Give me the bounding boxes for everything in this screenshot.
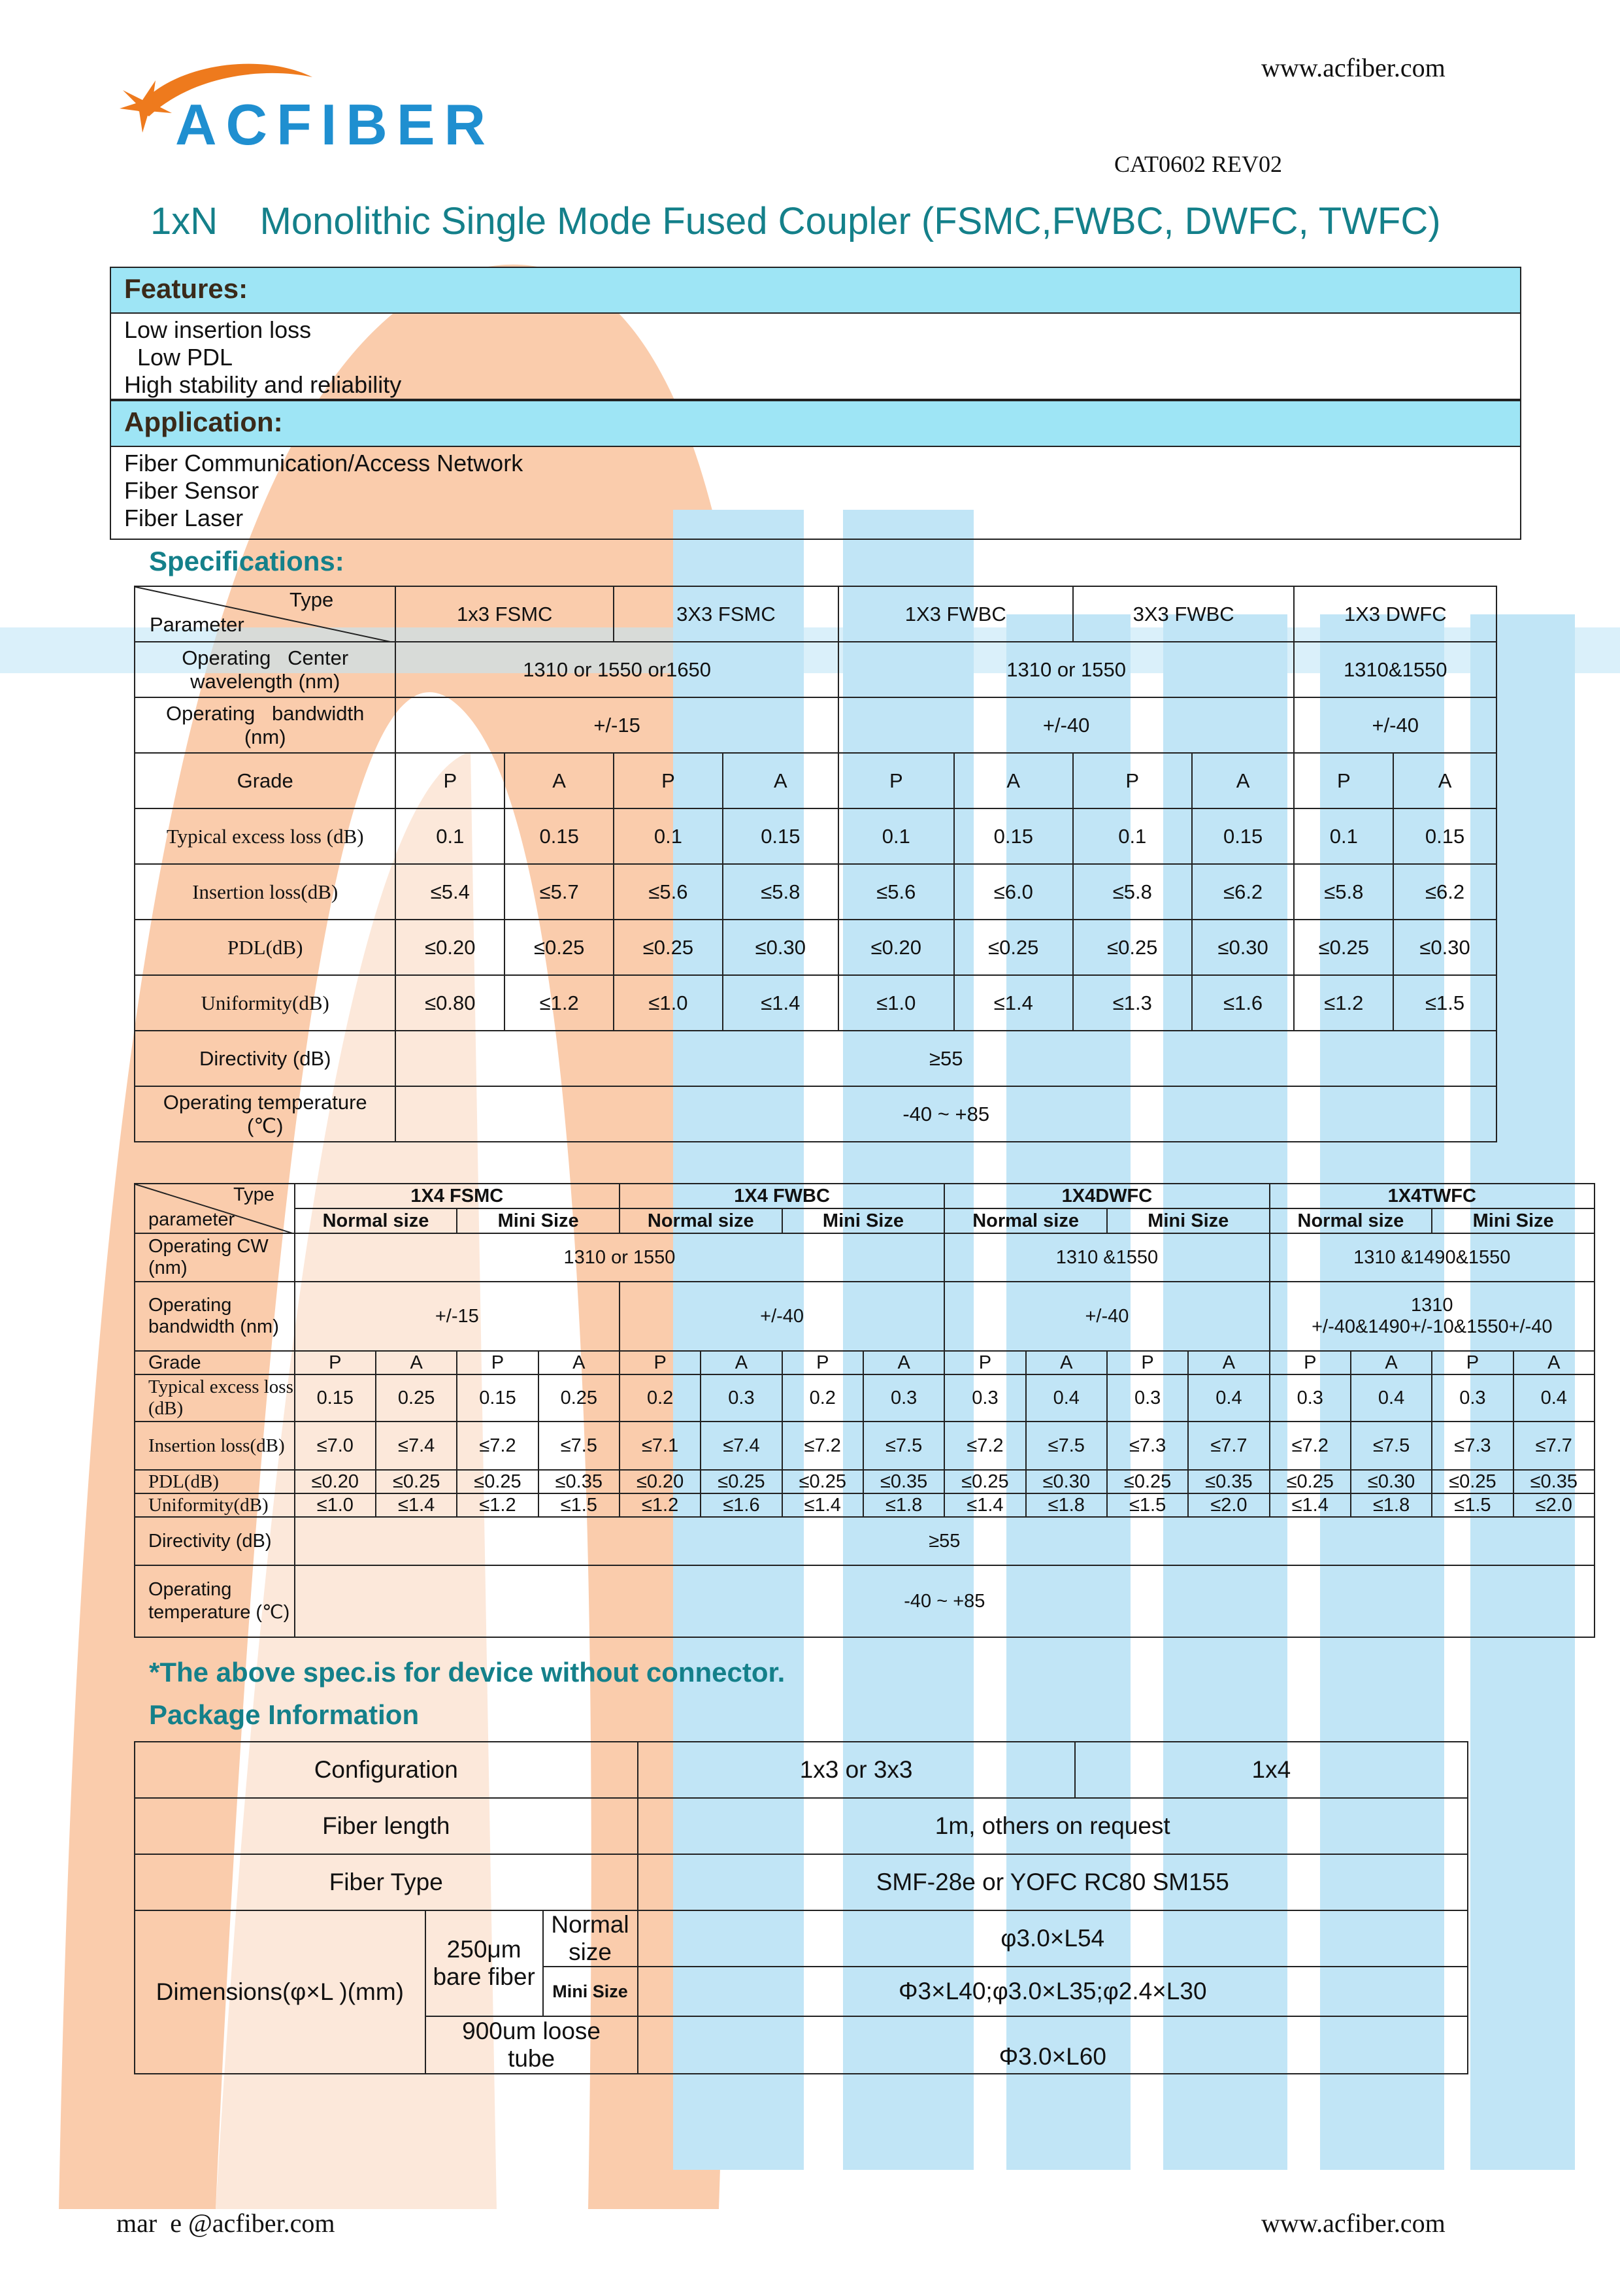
parameter-label: Parameter: [150, 613, 244, 636]
insertion-loss-row: [135, 864, 1496, 920]
size-header: Normal size: [620, 1208, 782, 1233]
bandwidth-value: +/-40: [838, 697, 1295, 753]
value-cell: ≤7.5: [863, 1422, 944, 1470]
value-cell: ≤0.25: [944, 1470, 1025, 1493]
value-cell: ≤0.20: [838, 920, 954, 975]
value-cell: P: [395, 753, 504, 808]
value-cell: ≤1.4: [1270, 1493, 1351, 1517]
features-list: [110, 314, 1521, 400]
value-cell: ≤0.35: [538, 1470, 620, 1493]
normal-size-value: φ3.0×L54: [638, 1910, 1468, 1967]
type-header: 1X4TWFC: [1270, 1184, 1595, 1208]
value-cell: ≤7.5: [1351, 1422, 1432, 1470]
insertion-loss-label: Insertion loss(dB): [135, 864, 395, 920]
application-list: [110, 447, 1521, 540]
logo: [116, 51, 495, 157]
value-cell: 0.25: [376, 1374, 457, 1422]
value-cell: ≤1.8: [863, 1493, 944, 1517]
value-cell: P: [457, 1351, 538, 1374]
value-cell: ≤7.7: [1513, 1422, 1595, 1470]
bandwidth-value: +/-40: [944, 1282, 1269, 1351]
value-cell: A: [504, 753, 614, 808]
value-cell: ≤1.2: [1294, 975, 1393, 1031]
loose-tube-label: 900um loose tube: [425, 2016, 638, 2074]
value-cell: P: [1073, 753, 1192, 808]
value-cell: ≤7.5: [538, 1422, 620, 1470]
grade-label: Grade: [135, 753, 395, 808]
bandwidth-value: 1310 +/-40&1490+/-10&1550+/-40: [1270, 1282, 1595, 1351]
value-cell: P: [782, 1351, 863, 1374]
value-cell: ≤0.25: [1294, 920, 1393, 975]
application-heading: Application:: [124, 407, 283, 437]
value-cell: ≤1.4: [782, 1493, 863, 1517]
value-cell: ≤0.30: [1351, 1470, 1432, 1493]
value-cell: P: [620, 1351, 701, 1374]
features-heading: Features:: [124, 273, 248, 304]
spec-table-1x3: [134, 586, 1497, 1142]
value-cell: 0.4: [1188, 1374, 1269, 1422]
value-cell: 0.2: [620, 1374, 701, 1422]
value-cell: ≤7.2: [1270, 1422, 1351, 1470]
value-cell: 0.1: [614, 808, 723, 864]
grade-row: [135, 753, 1496, 808]
value-cell: ≤7.3: [1107, 1422, 1188, 1470]
wavelength-value: 1310&1550: [1294, 642, 1496, 697]
excess-loss-label: Typical excess loss (dB): [135, 808, 395, 864]
value-cell: ≤1.5: [1393, 975, 1496, 1031]
value-cell: ≤0.35: [1513, 1470, 1595, 1493]
value-cell: P: [614, 753, 723, 808]
size-header: Normal size: [944, 1208, 1107, 1233]
value-cell: ≤0.25: [954, 920, 1073, 975]
fiber-length-value: 1m, others on request: [638, 1798, 1468, 1854]
value-cell: ≤7.4: [701, 1422, 782, 1470]
value-cell: 0.1: [1294, 808, 1393, 864]
value-cell: ≤7.0: [295, 1422, 376, 1470]
type-header: 1X4DWFC: [944, 1184, 1269, 1208]
value-cell: A: [1513, 1351, 1595, 1374]
value-cell: ≤2.0: [1513, 1493, 1595, 1517]
value-cell: ≤5.6: [838, 864, 954, 920]
catalog-number: CAT0602 REV02: [1114, 151, 1283, 177]
value-cell: ≤0.30: [723, 920, 838, 975]
loose-tube-value: Φ3.0×L60: [638, 2016, 1468, 2074]
config-value-1x4: 1x4: [1075, 1742, 1468, 1798]
connector-note: *The above spec.is for device without connector.: [149, 1657, 785, 1688]
value-cell: ≤0.80: [395, 975, 504, 1031]
value-cell: ≤7.1: [620, 1422, 701, 1470]
mini-size-value: Φ3×L40;φ3.0×L35;φ2.4×L30: [638, 1967, 1468, 2016]
value-cell: ≤0.30: [1393, 920, 1496, 975]
type-header: 3X3 FSMC: [614, 586, 838, 642]
bandwidth-value: +/-15: [295, 1282, 620, 1351]
bandwidth-value: +/-40: [1294, 697, 1496, 753]
value-cell: ≤5.8: [1073, 864, 1192, 920]
size-header: Mini Size: [457, 1208, 620, 1233]
temperature-value: -40 ~ +85: [395, 1086, 1496, 1142]
bandwidth-value: +/-15: [395, 697, 838, 753]
header-website[interactable]: www.acfiber.com: [1261, 53, 1446, 82]
wavelength-value: 1310 or 1550 or1650: [395, 642, 838, 697]
value-cell: 0.4: [1351, 1374, 1432, 1422]
value-cell: 0.3: [701, 1374, 782, 1422]
mini-size-label: Mini Size: [543, 1967, 638, 2016]
type-label: Type: [233, 1184, 274, 1205]
value-cell: 0.15: [457, 1374, 538, 1422]
pdl-label: PDL(dB): [135, 1470, 295, 1493]
config-value-1x3: 1x3 or 3x3: [638, 1742, 1075, 1798]
temperature-label: Operating temperature (℃): [135, 1086, 395, 1142]
value-cell: P: [838, 753, 954, 808]
value-cell: 0.1: [395, 808, 504, 864]
corner-cell: [135, 586, 395, 642]
value-cell: 0.15: [504, 808, 614, 864]
type-label: Type: [289, 588, 334, 611]
value-cell: 0.15: [723, 808, 838, 864]
value-cell: 0.3: [863, 1374, 944, 1422]
value-cell: ≤1.6: [1192, 975, 1295, 1031]
value-cell: P: [1432, 1351, 1513, 1374]
value-cell: 0.15: [1393, 808, 1496, 864]
value-cell: A: [1351, 1351, 1432, 1374]
package-heading: Package Information: [149, 1699, 420, 1730]
value-cell: ≤0.20: [395, 920, 504, 975]
bandwidth-value: +/-40: [620, 1282, 944, 1351]
value-cell: ≤0.20: [295, 1470, 376, 1493]
value-cell: ≤0.30: [1192, 920, 1295, 975]
value-cell: A: [723, 753, 838, 808]
value-cell: ≤1.4: [954, 975, 1073, 1031]
value-cell: P: [1107, 1351, 1188, 1374]
value-cell: 0.1: [1073, 808, 1192, 864]
dimensions-label: Dimensions(φ×L )(mm): [135, 1910, 425, 2074]
insertion-loss-row: [135, 1422, 1595, 1470]
pdl-label: PDL(dB): [135, 920, 395, 975]
directivity-label: Directivity (dB): [135, 1517, 295, 1565]
value-cell: ≤0.25: [1270, 1470, 1351, 1493]
value-cell: A: [376, 1351, 457, 1374]
temperature-label: Operating temperature (℃): [135, 1565, 295, 1637]
fiber-length-label: Fiber length: [135, 1798, 638, 1854]
feature-item: Low insertion loss: [124, 316, 312, 343]
value-cell: 0.3: [1432, 1374, 1513, 1422]
type-header: 1X4 FWBC: [620, 1184, 944, 1208]
wavelength-label: Operating CW (nm): [135, 1233, 295, 1282]
application-item: Fiber Laser: [124, 505, 244, 531]
footer-email[interactable]: mar e @acfiber.com: [116, 2208, 335, 2238]
value-cell: 0.3: [1107, 1374, 1188, 1422]
size-header: Mini Size: [782, 1208, 945, 1233]
value-cell: ≤0.30: [1026, 1470, 1107, 1493]
pdl-row: [135, 920, 1496, 975]
type-header: 3X3 FWBC: [1073, 586, 1295, 642]
type-header: 1X3 FWBC: [838, 586, 1073, 642]
parameter-label: parameter: [148, 1209, 235, 1230]
value-cell: ≤1.3: [1073, 975, 1192, 1031]
value-cell: ≤0.25: [504, 920, 614, 975]
value-cell: ≤5.4: [395, 864, 504, 920]
value-cell: ≤0.25: [1073, 920, 1192, 975]
value-cell: ≤1.5: [1432, 1493, 1513, 1517]
uniformity-row: [135, 1493, 1595, 1517]
excess-loss-row: [135, 1374, 1595, 1422]
value-cell: ≤1.0: [614, 975, 723, 1031]
directivity-value: ≥55: [295, 1517, 1595, 1565]
value-cell: ≤7.2: [457, 1422, 538, 1470]
directivity-value: ≥55: [395, 1031, 1496, 1086]
footer-website[interactable]: www.acfiber.com: [1261, 2208, 1446, 2238]
value-cell: ≤0.35: [1188, 1470, 1269, 1493]
bandwidth-label: Operating bandwidth (nm): [135, 697, 395, 753]
bare-fiber-label: 250μm bare fiber: [425, 1910, 543, 2016]
value-cell: ≤1.0: [838, 975, 954, 1031]
normal-size-label: Normal size: [543, 1910, 638, 1967]
application-heading-bar: [110, 400, 1521, 447]
size-header: Normal size: [1270, 1208, 1432, 1233]
value-cell: ≤7.2: [782, 1422, 863, 1470]
wavelength-label: Operating Center wavelength (nm): [135, 642, 395, 697]
value-cell: 0.1: [838, 808, 954, 864]
value-cell: 0.25: [538, 1374, 620, 1422]
value-cell: ≤5.6: [614, 864, 723, 920]
wavelength-value: 1310 or 1550: [838, 642, 1295, 697]
value-cell: ≤0.25: [614, 920, 723, 975]
value-cell: ≤0.25: [1432, 1470, 1513, 1493]
value-cell: ≤2.0: [1188, 1493, 1269, 1517]
type-header: 1X4 FSMC: [295, 1184, 620, 1208]
value-cell: 0.4: [1513, 1374, 1595, 1422]
excess-loss-row: [135, 808, 1496, 864]
brand-name: ACFIBER: [175, 92, 495, 157]
config-label: Configuration: [135, 1742, 638, 1798]
value-cell: P: [1294, 753, 1393, 808]
value-cell: ≤0.25: [457, 1470, 538, 1493]
value-cell: A: [1192, 753, 1295, 808]
value-cell: 0.3: [1270, 1374, 1351, 1422]
value-cell: 0.15: [954, 808, 1073, 864]
type-header: 1X3 DWFC: [1294, 586, 1496, 642]
wavelength-value: 1310 &1550: [944, 1233, 1269, 1282]
value-cell: P: [1270, 1351, 1351, 1374]
insertion-loss-label: Insertion loss(dB): [135, 1422, 295, 1470]
corner-cell: [135, 1184, 295, 1233]
value-cell: ≤7.4: [376, 1422, 457, 1470]
value-cell: ≤5.8: [723, 864, 838, 920]
value-cell: ≤6.2: [1393, 864, 1496, 920]
size-header: Normal size: [295, 1208, 457, 1233]
value-cell: 0.2: [782, 1374, 863, 1422]
value-cell: ≤0.35: [863, 1470, 944, 1493]
value-cell: ≤0.25: [701, 1470, 782, 1493]
value-cell: ≤7.5: [1026, 1422, 1107, 1470]
feature-item: Low PDL: [124, 344, 233, 371]
value-cell: A: [701, 1351, 782, 1374]
value-cell: ≤6.0: [954, 864, 1073, 920]
value-cell: A: [538, 1351, 620, 1374]
value-cell: ≤1.2: [620, 1493, 701, 1517]
value-cell: ≤1.2: [457, 1493, 538, 1517]
pdl-row: [135, 1470, 1595, 1493]
value-cell: ≤7.2: [944, 1422, 1025, 1470]
value-cell: ≤0.20: [620, 1470, 701, 1493]
value-cell: 0.15: [295, 1374, 376, 1422]
value-cell: 0.3: [944, 1374, 1025, 1422]
value-cell: ≤0.25: [376, 1470, 457, 1493]
type-header: 1x3 FSMC: [395, 586, 614, 642]
value-cell: ≤1.8: [1351, 1493, 1432, 1517]
features-heading-bar: [110, 267, 1521, 314]
value-cell: ≤1.8: [1026, 1493, 1107, 1517]
size-header: Mini Size: [1432, 1208, 1595, 1233]
fiber-type-value: SMF-28e or YOFC RC80 SM155: [638, 1854, 1468, 1910]
value-cell: ≤1.5: [1107, 1493, 1188, 1517]
spec-table-1x4: [134, 1183, 1595, 1638]
value-cell: ≤7.3: [1432, 1422, 1513, 1470]
package-table: [134, 1741, 1468, 2074]
value-cell: ≤1.6: [701, 1493, 782, 1517]
uniformity-label: Uniformity(dB): [135, 1493, 295, 1517]
value-cell: ≤1.0: [295, 1493, 376, 1517]
excess-loss-label: Typical excess loss (dB): [135, 1374, 295, 1422]
wavelength-value: 1310 &1490&1550: [1270, 1233, 1595, 1282]
value-cell: ≤1.2: [504, 975, 614, 1031]
value-cell: A: [954, 753, 1073, 808]
value-cell: ≤1.4: [376, 1493, 457, 1517]
value-cell: ≤1.4: [723, 975, 838, 1031]
fiber-type-label: Fiber Type: [135, 1854, 638, 1910]
grade-label: Grade: [135, 1351, 295, 1374]
value-cell: 0.4: [1026, 1374, 1107, 1422]
application-item: Fiber Communication/Access Network: [124, 450, 523, 476]
size-row: [135, 1208, 1595, 1233]
feature-item: High stability and reliability: [124, 371, 402, 398]
value-cell: ≤1.4: [944, 1493, 1025, 1517]
grade-row: [135, 1351, 1595, 1374]
value-cell: ≤5.7: [504, 864, 614, 920]
page-title: 1xN Monolithic Single Mode Fused Coupler (FSMC,FWBC, DWFC, TWFC): [150, 200, 1441, 242]
wavelength-value: 1310 or 1550: [295, 1233, 945, 1282]
value-cell: A: [1393, 753, 1496, 808]
value-cell: ≤5.8: [1294, 864, 1393, 920]
value-cell: A: [863, 1351, 944, 1374]
value-cell: ≤6.2: [1192, 864, 1295, 920]
value-cell: P: [295, 1351, 376, 1374]
value-cell: A: [1026, 1351, 1107, 1374]
temperature-value: -40 ~ +85: [295, 1565, 1595, 1637]
value-cell: ≤7.7: [1188, 1422, 1269, 1470]
bandwidth-label: Operating bandwidth (nm): [135, 1282, 295, 1351]
specifications-heading: Specifications:: [149, 546, 344, 576]
size-header: Mini Size: [1107, 1208, 1270, 1233]
value-cell: ≤1.5: [538, 1493, 620, 1517]
uniformity-label: Uniformity(dB): [135, 975, 395, 1031]
value-cell: ≤0.25: [1107, 1470, 1188, 1493]
value-cell: A: [1188, 1351, 1269, 1374]
application-item: Fiber Sensor: [124, 477, 259, 504]
value-cell: ≤0.25: [782, 1470, 863, 1493]
directivity-label: Directivity (dB): [135, 1031, 395, 1086]
value-cell: P: [944, 1351, 1025, 1374]
value-cell: 0.15: [1192, 808, 1295, 864]
uniformity-row: [135, 975, 1496, 1031]
